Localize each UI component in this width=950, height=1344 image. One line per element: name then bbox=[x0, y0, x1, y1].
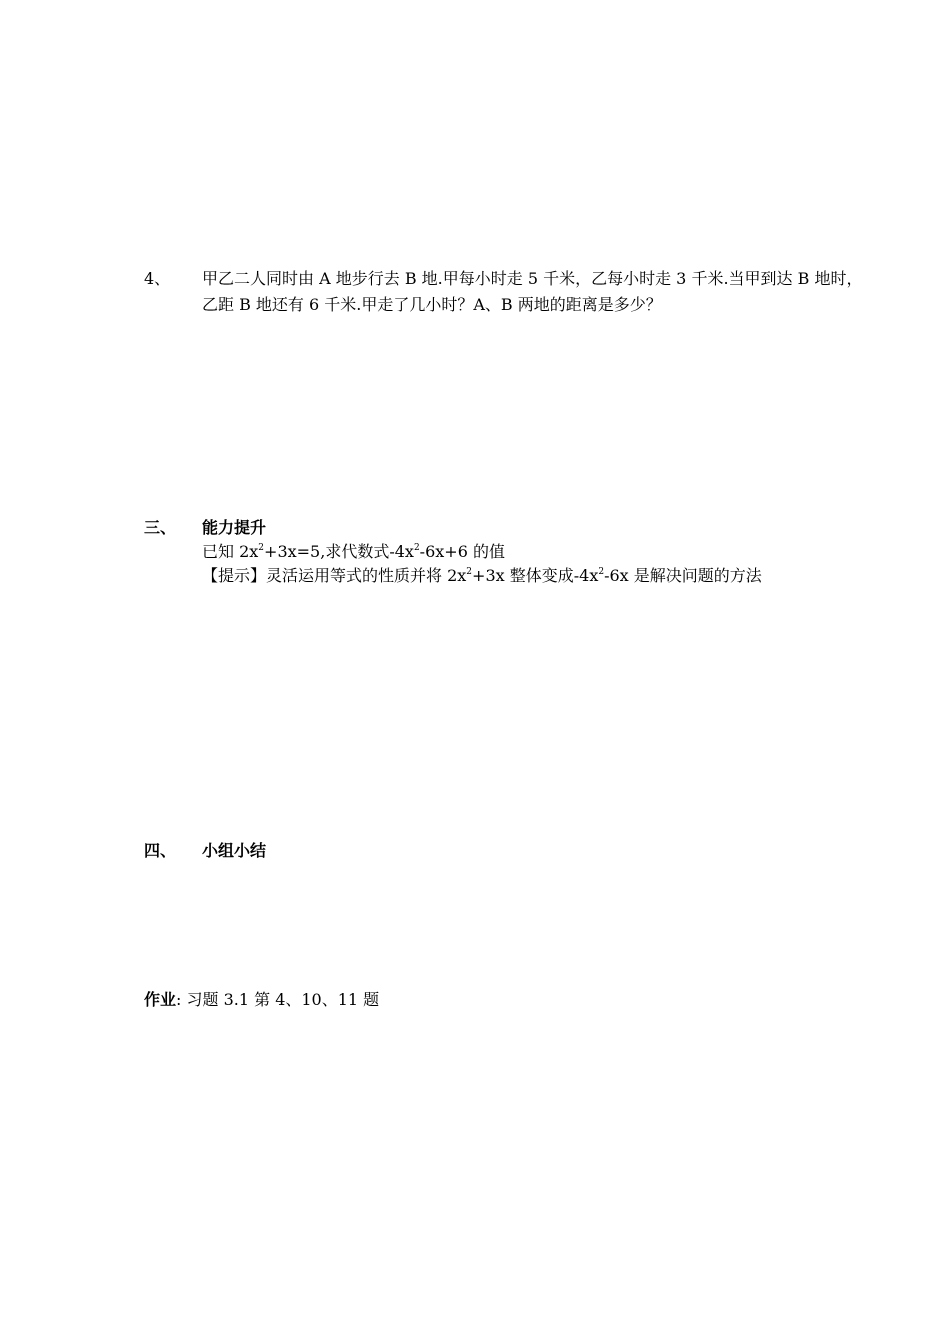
hint-part-1: 【提示】灵活运用等式的性质并将 2x bbox=[202, 566, 467, 585]
problem-part-1: 已知 2x bbox=[202, 542, 259, 561]
homework-text: : 习题 3.1 第 4、10、11 题 bbox=[176, 990, 380, 1009]
problem-sup-2: 2 bbox=[413, 543, 420, 553]
hint-part-3: -6x 是解决问题的方法 bbox=[604, 566, 762, 585]
problem-part-2: +3x=5,求代数式-4x bbox=[264, 542, 414, 561]
section-3-number: 三、 bbox=[144, 518, 177, 537]
section-4-title: 小组小结 bbox=[202, 841, 267, 860]
section-3-hint bbox=[202, 565, 762, 587]
question-4-number: 4、 bbox=[144, 269, 171, 288]
section-3-problem bbox=[202, 541, 505, 563]
problem-sup-1: 2 bbox=[258, 543, 265, 553]
hint-part-2: +3x 整体变成-4x bbox=[472, 566, 599, 585]
homework-label: 作业 bbox=[144, 990, 177, 1009]
section-4-number: 四、 bbox=[144, 841, 177, 860]
homework bbox=[144, 989, 379, 1011]
hint-sup-2: 2 bbox=[598, 567, 605, 577]
question-4-line-2: 乙距 B 地还有 6 千米.甲走了几小时？A、B 两地的距离是多少？ bbox=[202, 295, 662, 314]
question-4-line-1: 甲乙二人同时由 A 地步行去 B 地.甲每小时走 5 千米，乙每小时走 3 千米.当甲到达 B 地时， bbox=[202, 269, 863, 288]
section-3-title: 能力提升 bbox=[202, 518, 267, 537]
problem-part-3: -6x+6 的值 bbox=[419, 542, 505, 561]
hint-sup-1: 2 bbox=[466, 567, 473, 577]
